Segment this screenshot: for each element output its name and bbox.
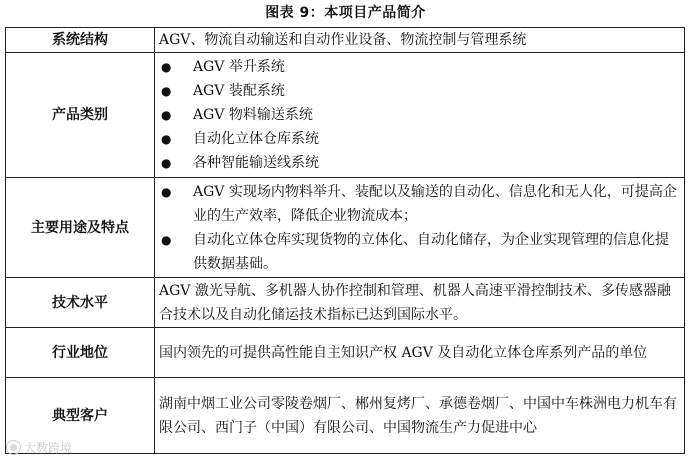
row-label: 产品类别 — [6, 53, 155, 178]
row-label: 主要用途及特点 — [6, 178, 155, 278]
row-label: 系统结构 — [6, 28, 155, 53]
watermark-logo-icon — [6, 440, 21, 455]
bullet-icon: ● — [161, 84, 172, 98]
figure-caption: 图表 9：本项目产品简介 — [265, 5, 426, 21]
bullet-icon: ● — [161, 156, 172, 170]
bullet-icon: ● — [161, 60, 172, 74]
row-content: AGV、物流自动输送和自动作业设备、物流控制与管理系统 — [155, 28, 685, 53]
table-row — [6, 28, 685, 53]
table-row — [6, 53, 685, 178]
table-row — [6, 278, 685, 328]
list-item: ● 各种智能输送线系统 — [159, 151, 680, 175]
bullet-list — [159, 180, 680, 276]
table-row — [6, 378, 685, 454]
table-row — [6, 328, 685, 378]
row-content: AGV 激光导航、多机器人协作控制和管理、机器人高速平滑控制技术、多传感器融合技术以及自动化储运技术指标已达到国际水平。 — [155, 278, 685, 328]
row-content: 湖南中烟工业公司零陵卷烟厂、郴州复烤厂、承德卷烟厂、中国中车株洲电力机车有限公司、西门子（中国）有限公司、中国物流生产力促进中心 — [155, 378, 685, 454]
bullet-icon: ● — [161, 184, 172, 199]
table-row — [6, 178, 685, 278]
list-item: ● AGV 装配系统 — [159, 79, 680, 103]
row-content — [155, 53, 685, 178]
row-label: 典型客户 — [6, 378, 155, 454]
bullet-icon: ● — [161, 232, 172, 247]
row-content: 国内领先的可提供高性能自主知识产权 AGV 及自动化立体仓库系列产品的单位 — [155, 328, 685, 378]
bullet-icon: ● — [161, 132, 172, 146]
bullet-icon: ● — [161, 108, 172, 122]
row-label: 技术水平 — [6, 278, 155, 328]
list-item: ● AGV 举升系统 — [159, 55, 680, 79]
product-intro-table — [5, 27, 685, 454]
watermark-text: 大数跨境 — [24, 441, 73, 455]
list-item: ● 自动化立体仓库系统 — [159, 127, 680, 151]
watermark — [6, 439, 72, 456]
row-label: 行业地位 — [6, 328, 155, 378]
list-item: ● 自动化立体仓库实现货物的立体化、自动化储存，为企业实现管理的信息化提供数据基础。 — [159, 228, 680, 276]
row-content — [155, 178, 685, 278]
list-item: ● AGV 物料输送系统 — [159, 103, 680, 127]
list-item: ● AGV 实现场内物料举升、装配以及输送的自动化、信息化和无人化，可提高企业的生产效率，降低企业物流成本； — [159, 180, 680, 228]
bullet-list — [159, 55, 680, 175]
